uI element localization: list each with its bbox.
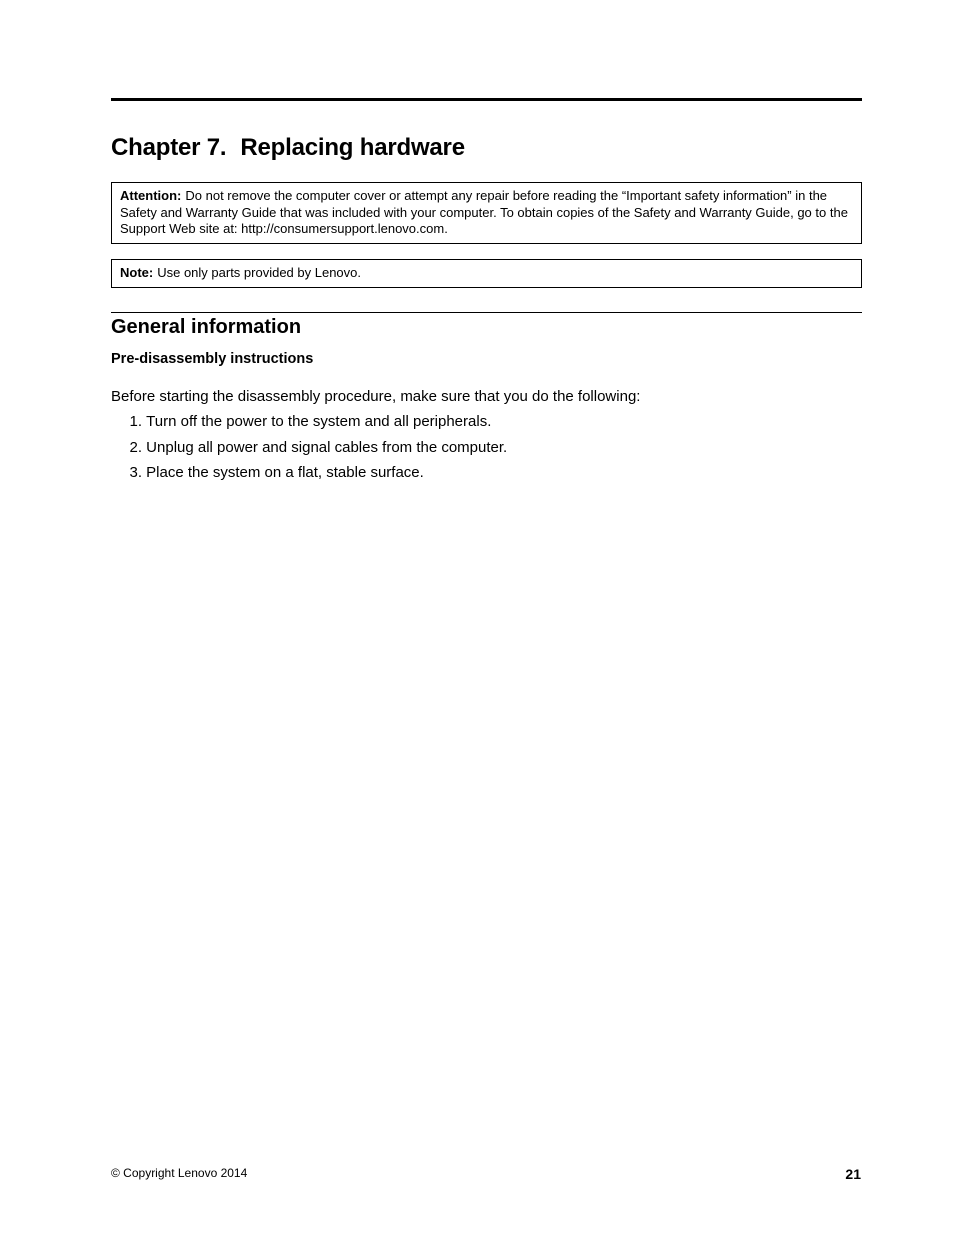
chapter-title (111, 134, 465, 162)
list-item (111, 439, 507, 465)
note-box (111, 259, 862, 288)
step-text: Place the system on a flat, stable surface. (146, 464, 424, 481)
list-item (111, 413, 507, 439)
note-label: Note: (120, 265, 154, 280)
intro-paragraph: Before starting the disassembly procedure, make sure that you do the following: (111, 388, 641, 405)
step-number: 1. (129, 413, 142, 430)
step-text: Unplug all power and signal cables from the computer. (146, 438, 508, 456)
step-number: 3. (129, 464, 142, 481)
attention-text: Do not remove the computer cover or attempt any repair before reading the “Important safety information” in the Safety and Warranty Guide that was included with your computer. To obtain copies of the Safety and Warranty Guide, go to the Support Web site at: http://consumersupport.lenovo.com. (120, 188, 848, 236)
subsection-title: Pre-disassembly instructions (111, 351, 314, 367)
step-text: Turn off the power to the system and all peripherals. (146, 413, 492, 430)
chapter-title-text: Replacing hardware (240, 134, 465, 161)
step-number: 2. (129, 438, 142, 456)
attention-label: Attention: (120, 188, 182, 203)
list-item (111, 464, 507, 490)
copyright-notice: © Copyright Lenovo 2014 (111, 1166, 248, 1180)
section-title: General information (111, 316, 302, 338)
page-number: 21 (845, 1166, 861, 1182)
attention-notice-box (111, 182, 862, 244)
note-text: Use only parts provided by Lenovo. (157, 265, 362, 280)
section-rule (111, 312, 862, 313)
chapter-top-rule (111, 98, 862, 101)
steps-list (111, 413, 507, 490)
chapter-number: Chapter 7. (111, 134, 227, 161)
